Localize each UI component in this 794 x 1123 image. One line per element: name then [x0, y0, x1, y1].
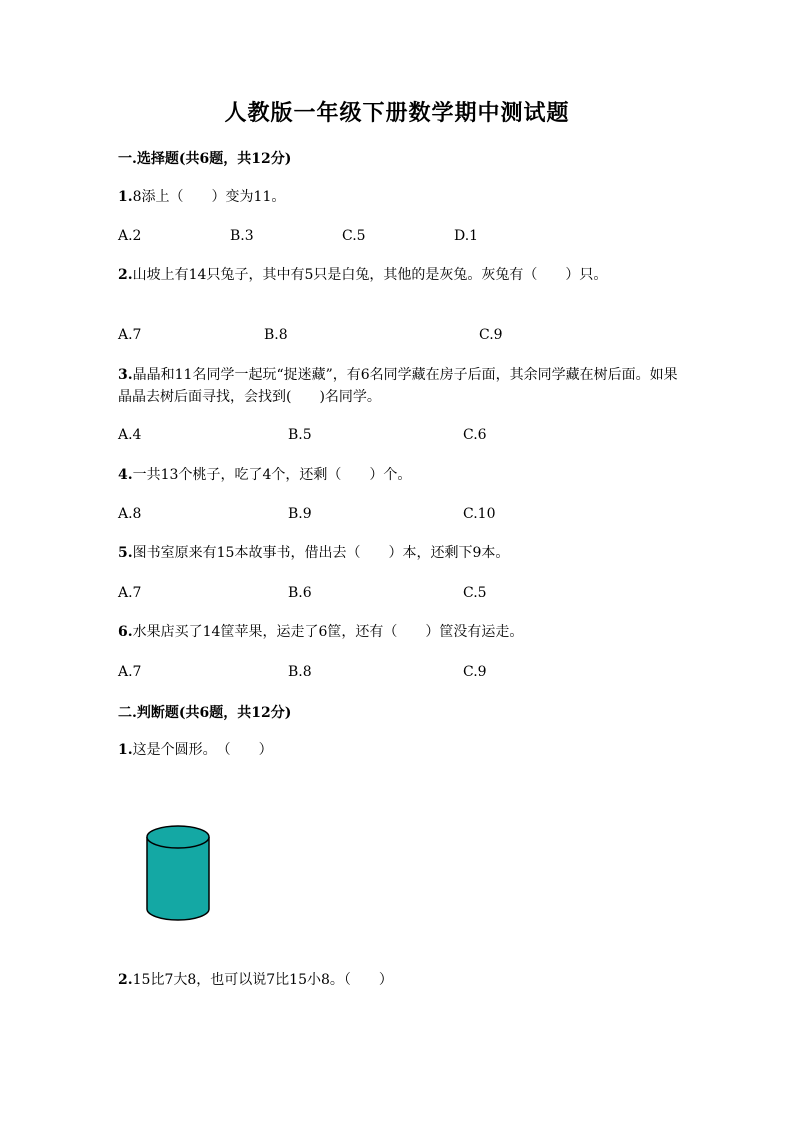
- option-c: C.10: [463, 506, 496, 522]
- option-a: A.4: [118, 427, 142, 443]
- option-c: C.5: [342, 228, 366, 244]
- question-3: [118, 364, 678, 408]
- options-row-1: [118, 228, 678, 248]
- question-number: 6.: [118, 624, 133, 640]
- question-number: 5.: [118, 545, 133, 561]
- question-text: 晶晶和11名同学一起玩“捉迷藏”，有6名同学藏在房子后面，其余同学藏在树后面。如果晶晶去树后面寻找，会找到( )名同学。: [118, 367, 678, 405]
- page-title: 人教版一年级下册数学期中测试题: [224, 100, 570, 126]
- options-row-6: [118, 664, 678, 684]
- option-b: B.6: [288, 585, 312, 601]
- option-a: A.7: [118, 664, 142, 680]
- question-text: 这是个圆形。 （ ）: [132, 742, 273, 758]
- question-text: 山坡上有14只兔子，其中有5只是白兔，其他的是灰兔。灰兔有（ ）只。: [132, 267, 608, 283]
- question-4: [118, 464, 678, 486]
- option-c: C.6: [463, 427, 487, 443]
- options-row-4: [118, 506, 678, 526]
- question-6: [118, 621, 678, 643]
- option-a: A.7: [118, 327, 142, 343]
- options-row-2: [118, 327, 678, 347]
- option-d: D.1: [454, 228, 479, 244]
- judge-question-1: [118, 739, 678, 761]
- judge-question-2: [118, 969, 678, 991]
- question-number: 1.: [118, 742, 133, 758]
- question-text: 水果店买了14筐苹果，运走了6筐，还有（ ）筐没有运走。: [132, 624, 524, 640]
- option-a: A.2: [118, 228, 142, 244]
- question-2: [118, 264, 678, 286]
- cylinder-figure: [144, 823, 212, 923]
- option-c: C.5: [463, 585, 487, 601]
- question-text: 一共13个桃子，吃了4个，还剩（ ）个。: [132, 467, 412, 483]
- option-c: C.9: [479, 327, 503, 343]
- options-row-5: [118, 585, 678, 605]
- section-heading-choice: 一.选择题(共6题，共12分): [118, 151, 292, 167]
- option-b: B.8: [264, 327, 288, 343]
- question-1: [118, 186, 678, 208]
- question-text: 8添上（ ）变为11。: [132, 189, 286, 205]
- question-text: 15比7大8，也可以说7比15小8。（ ）: [132, 972, 393, 988]
- question-text: 图书室原来有15本故事书，借出去（ ）本，还剩下9本。: [132, 545, 510, 561]
- question-number: 2.: [118, 267, 133, 283]
- cylinder-body: [147, 837, 209, 920]
- question-number: 3.: [118, 367, 133, 383]
- question-number: 4.: [118, 467, 133, 483]
- section-heading-judge: 二.判断题(共6题，共12分): [118, 705, 292, 721]
- option-b: B.8: [288, 664, 312, 680]
- option-b: B.3: [230, 228, 254, 244]
- question-number: 1.: [118, 189, 133, 205]
- cylinder-top: [147, 826, 209, 848]
- question-5: [118, 542, 678, 564]
- option-a: A.7: [118, 585, 142, 601]
- question-number: 2.: [118, 972, 133, 988]
- option-b: B.9: [288, 506, 312, 522]
- option-a: A.8: [118, 506, 142, 522]
- options-row-3: [118, 427, 678, 447]
- option-b: B.5: [288, 427, 312, 443]
- option-c: C.9: [463, 664, 487, 680]
